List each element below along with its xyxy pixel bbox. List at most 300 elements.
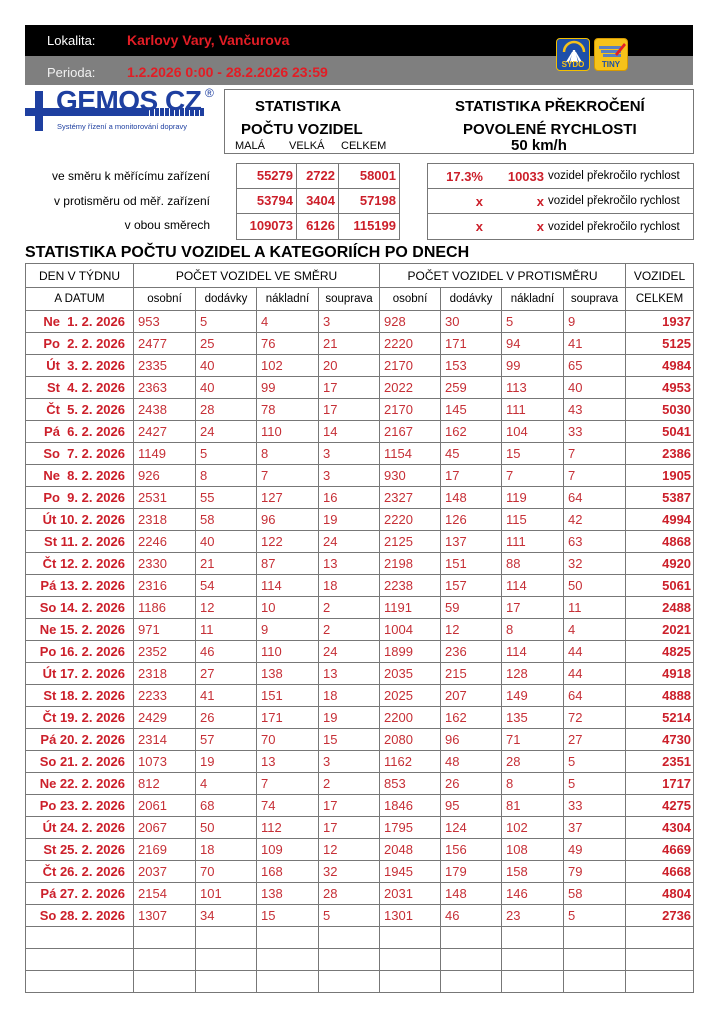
row-value: 168 [257,861,319,883]
summary-row-reverse [237,189,399,214]
row-value: 112 [257,817,319,839]
daily-stats-table [25,263,694,993]
row-value: 124 [441,817,502,839]
empty-cell [257,927,319,949]
row-date: Ne 22. 2. 2026 [26,773,134,795]
subheader-reverse-cars: osobní [380,288,441,311]
empty-cell [564,949,626,971]
row-value: 812 [134,773,196,795]
empty-cell [319,927,380,949]
speed-stats-title-2: POVOLENÉ RYCHLOSTI [463,121,637,138]
row-value: 122 [257,531,319,553]
table-row [26,707,694,729]
row-total: 5214 [626,707,694,729]
row-value: 2233 [134,685,196,707]
row-total: 5061 [626,575,694,597]
row-value: 19 [319,509,380,531]
row-value: 137 [441,531,502,553]
row-value: 26 [196,707,257,729]
row-value: 156 [441,839,502,861]
row-value: 114 [257,575,319,597]
row-value: 4 [564,619,626,641]
row-total: 2021 [626,619,694,641]
row-value: 43 [564,399,626,421]
summary-small: 53794 [237,189,297,213]
row-value: 7 [502,465,564,487]
logo-text: GEMOS CZ [56,85,202,116]
row-value: 24 [319,531,380,553]
table-row [26,377,694,399]
row-value: 3 [319,751,380,773]
row-value: 138 [257,883,319,905]
row-value: 27 [564,729,626,751]
row-total: 4868 [626,531,694,553]
row-value: 102 [502,817,564,839]
row-date: Pá 20. 2. 2026 [26,729,134,751]
row-date: Pá 27. 2. 2026 [26,883,134,905]
subheader-forward-trucks: nákladní [257,288,319,311]
row-value: 110 [257,641,319,663]
summary-large: 3404 [297,189,339,213]
row-value: 2427 [134,421,196,443]
row-value: 3 [319,465,380,487]
row-date: Pá 6. 2. 2026 [26,421,134,443]
row-value: 104 [502,421,564,443]
row-value: 162 [441,707,502,729]
row-date: Čt 5. 2. 2026 [26,399,134,421]
empty-cell [502,927,564,949]
row-value: 13 [319,663,380,685]
speed-limit: 50 km/h [511,137,567,154]
row-value: 7 [564,443,626,465]
row-value: 2080 [380,729,441,751]
subheader-forward-vans: dodávky [196,288,257,311]
summary-total: 58001 [359,168,396,183]
row-value: 113 [502,377,564,399]
row-value: 2167 [380,421,441,443]
row-value: 32 [319,861,380,883]
row-value: 2318 [134,663,196,685]
row-value: 148 [441,883,502,905]
row-value: 28 [319,883,380,905]
empty-cell [626,927,694,949]
row-value: 40 [564,377,626,399]
app-icons [556,38,628,71]
row-value: 114 [502,575,564,597]
row-value: 70 [257,729,319,751]
row-date: St 18. 2. 2026 [26,685,134,707]
row-total: 4953 [626,377,694,399]
row-value: 1301 [380,905,441,927]
row-date: Po 16. 2. 2026 [26,641,134,663]
empty-cell [134,949,196,971]
table-row [26,729,694,751]
row-value: 4 [257,311,319,333]
location-value: Karlovy Vary, Vančurova [127,32,290,48]
row-date: So 7. 2. 2026 [26,443,134,465]
table-row [26,509,694,531]
row-value: 928 [380,311,441,333]
speeding-count: x [536,219,544,234]
row-date: Po 2. 2. 2026 [26,333,134,355]
row-value: 70 [196,861,257,883]
row-value: 21 [319,333,380,355]
row-value: 15 [319,729,380,751]
row-value: 65 [564,355,626,377]
row-date: Út 17. 2. 2026 [26,663,134,685]
row-value: 10 [257,597,319,619]
row-value: 5 [196,443,257,465]
row-value: 108 [502,839,564,861]
row-value: 40 [196,531,257,553]
table-row [26,333,694,355]
row-value: 2170 [380,399,441,421]
table-row [26,311,694,333]
row-date: So 14. 2. 2026 [26,597,134,619]
row-value: 19 [319,707,380,729]
empty-cell [441,949,502,971]
row-value: 110 [257,421,319,443]
row-value: 2037 [134,861,196,883]
table-row [26,553,694,575]
row-value: 44 [564,641,626,663]
col-total: CELKEM [341,140,387,152]
empty-cell [196,971,257,993]
row-value: 151 [257,685,319,707]
row-value: 28 [502,751,564,773]
row-value: 126 [441,509,502,531]
header-day-2: A DATUM [26,288,134,311]
row-value: 2220 [380,333,441,355]
table-row [26,685,694,707]
period-label: Perioda: [47,65,96,80]
row-value: 34 [196,905,257,927]
row-value: 953 [134,311,196,333]
empty-cell [134,971,196,993]
row-total: 5125 [626,333,694,355]
row-value: 26 [441,773,502,795]
row-value: 149 [502,685,564,707]
row-value: 5 [502,311,564,333]
row-value: 2154 [134,883,196,905]
row-value: 158 [502,861,564,883]
row-value: 4 [196,773,257,795]
period-value: 1.2.2026 0:00 - 28.2.2026 23:59 [127,64,328,80]
row-value: 11 [564,597,626,619]
row-value: 111 [502,531,564,553]
row-value: 115 [502,509,564,531]
empty-cell [564,927,626,949]
row-value: 32 [564,553,626,575]
row-value: 17 [319,817,380,839]
row-value: 81 [502,795,564,817]
row-value: 24 [319,641,380,663]
empty-cell [380,949,441,971]
summary-small: 55279 [237,164,297,188]
registered-mark: ® [205,86,214,100]
row-value: 11 [196,619,257,641]
row-value: 5 [196,311,257,333]
row-value: 1307 [134,905,196,927]
row-date: Út 3. 2. 2026 [26,355,134,377]
vehicle-stats-columns [235,140,386,152]
table-row [26,905,694,927]
row-value: 5 [564,905,626,927]
empty-cell [26,971,134,993]
row-value: 1191 [380,597,441,619]
vehicle-stats-title-2: POČTU VOZIDEL [241,121,363,138]
row-value: 2025 [380,685,441,707]
row-value: 59 [441,597,502,619]
row-value: 45 [441,443,502,465]
row-value: 2330 [134,553,196,575]
row-value: 1162 [380,751,441,773]
empty-cell [319,971,380,993]
row-total: 5387 [626,487,694,509]
row-total: 4918 [626,663,694,685]
row-date: Čt 26. 2. 2026 [26,861,134,883]
row-value: 3 [319,311,380,333]
row-value: 1945 [380,861,441,883]
row-value: 17 [319,377,380,399]
row-value: 16 [319,487,380,509]
row-value: 37 [564,817,626,839]
row-value: 148 [441,487,502,509]
summary-label-forward: ve směru k měřícímu zařízení [51,169,210,183]
row-value: 135 [502,707,564,729]
row-value: 18 [319,575,380,597]
row-value: 17 [319,399,380,421]
table-row [26,597,694,619]
row-value: 50 [196,817,257,839]
row-date: Ne 15. 2. 2026 [26,619,134,641]
row-value: 2238 [380,575,441,597]
row-date: St 25. 2. 2026 [26,839,134,861]
row-value: 236 [441,641,502,663]
row-total: 4888 [626,685,694,707]
empty-cell [134,927,196,949]
summary-large: 6126 [297,214,339,239]
speeding-count: 10033 [507,168,544,184]
row-total: 4304 [626,817,694,839]
row-total: 4984 [626,355,694,377]
empty-cell [196,949,257,971]
row-value: 74 [257,795,319,817]
summary-counts-box [236,163,400,240]
sydo-label: SYDO [561,60,585,69]
empty-cell [380,927,441,949]
row-total: 4825 [626,641,694,663]
header-group-reverse: POČET VOZIDEL V PROTISMĚRU [380,264,626,288]
row-value: 119 [502,487,564,509]
row-total: 4275 [626,795,694,817]
row-total: 4920 [626,553,694,575]
speeding-percent: x [475,219,483,234]
row-value: 2169 [134,839,196,861]
row-value: 25 [196,333,257,355]
speeding-count: x [536,193,544,209]
row-value: 42 [564,509,626,531]
row-value: 128 [502,663,564,685]
summary-label-both: v obou směrech [124,218,210,232]
row-total: 1905 [626,465,694,487]
table-row [26,399,694,421]
header-day-1: DEN V TÝDNU [26,264,134,288]
row-value: 5 [564,751,626,773]
table-row [26,355,694,377]
tiny-label: TINY [601,60,621,69]
row-value: 48 [441,751,502,773]
row-value: 2 [319,597,380,619]
row-value: 46 [441,905,502,927]
row-value: 162 [441,421,502,443]
row-value: 27 [196,663,257,685]
row-value: 171 [441,333,502,355]
row-value: 41 [564,333,626,355]
row-value: 17 [441,465,502,487]
row-value: 2198 [380,553,441,575]
row-value: 28 [196,399,257,421]
subheader-reverse-vans: dodávky [441,288,502,311]
table-row [26,487,694,509]
row-date: Po 23. 2. 2026 [26,795,134,817]
row-value: 2 [319,773,380,795]
row-value: 7 [564,465,626,487]
speeding-percent: 17.3% [446,168,483,184]
row-value: 12 [196,597,257,619]
row-total: 2488 [626,597,694,619]
row-value: 1149 [134,443,196,465]
row-value: 2531 [134,487,196,509]
row-value: 9 [564,311,626,333]
speeding-percent: x [475,193,483,209]
row-value: 2327 [380,487,441,509]
row-value: 15 [502,443,564,465]
row-total: 5041 [626,421,694,443]
daily-stats-body [26,311,694,993]
row-value: 24 [196,421,257,443]
row-value: 145 [441,399,502,421]
row-value: 146 [502,883,564,905]
empty-cell [502,949,564,971]
speeding-box [427,163,694,240]
row-total: 4669 [626,839,694,861]
row-value: 101 [196,883,257,905]
summary-total: 57198 [359,193,396,208]
table-row [26,839,694,861]
table-row [26,421,694,443]
empty-cell [26,927,134,949]
row-value: 33 [564,795,626,817]
row-date: Čt 12. 2. 2026 [26,553,134,575]
row-total: 2351 [626,751,694,773]
vehicle-stats-title-1: STATISTIKA [255,98,342,115]
row-value: 111 [502,399,564,421]
row-total: 1717 [626,773,694,795]
row-value: 55 [196,487,257,509]
row-value: 215 [441,663,502,685]
empty-cell [257,949,319,971]
subheader-forward-cars: osobní [134,288,196,311]
row-value: 46 [196,641,257,663]
table-row [26,817,694,839]
empty-row [26,949,694,971]
row-value: 9 [257,619,319,641]
row-value: 44 [564,663,626,685]
row-date: Pá 13. 2. 2026 [26,575,134,597]
row-value: 17 [502,597,564,619]
table-row [26,575,694,597]
row-total: 2736 [626,905,694,927]
row-value: 18 [196,839,257,861]
row-value: 63 [564,531,626,553]
speeding-text: vozidel překročilo rychlost [548,220,680,233]
row-value: 171 [257,707,319,729]
row-value: 99 [257,377,319,399]
empty-row [26,971,694,993]
row-value: 926 [134,465,196,487]
row-value: 157 [441,575,502,597]
summary-total: 115199 [353,218,396,233]
speeding-row-both [428,214,693,239]
table-row [26,641,694,663]
row-value: 2477 [134,333,196,355]
row-value: 15 [257,905,319,927]
row-value: 57 [196,729,257,751]
row-value: 41 [196,685,257,707]
row-value: 1154 [380,443,441,465]
table-row [26,883,694,905]
row-value: 2363 [134,377,196,399]
row-value: 1795 [380,817,441,839]
table-row [26,795,694,817]
empty-cell [257,971,319,993]
row-value: 8 [502,619,564,641]
logo-cross-vertical [35,91,43,131]
empty-cell [626,949,694,971]
summary-row-both [237,214,399,239]
row-total: 5030 [626,399,694,421]
row-value: 58 [564,883,626,905]
row-value: 71 [502,729,564,751]
row-value: 2314 [134,729,196,751]
row-value: 114 [502,641,564,663]
empty-cell [502,971,564,993]
row-value: 64 [564,487,626,509]
daily-stats-title: STATISTIKA POČTU VOZIDEL A KATEGORIÍCH PO DNECH [25,244,470,261]
row-value: 88 [502,553,564,575]
row-value: 2 [319,619,380,641]
stats-header-box [224,89,694,154]
location-label: Lokalita: [47,33,96,48]
row-total: 4668 [626,861,694,883]
subheader-reverse-trucks: nákladní [502,288,564,311]
row-value: 2067 [134,817,196,839]
summary-row-forward [237,164,399,189]
row-value: 109 [257,839,319,861]
speeding-text: vozidel překročilo rychlost [548,170,680,182]
row-value: 54 [196,575,257,597]
row-value: 72 [564,707,626,729]
row-value: 78 [257,399,319,421]
row-value: 17 [319,795,380,817]
row-value: 2220 [380,509,441,531]
row-value: 99 [502,355,564,377]
row-value: 14 [319,421,380,443]
header-total-1: VOZIDEL [626,264,694,288]
table-row [26,465,694,487]
table-row [26,531,694,553]
